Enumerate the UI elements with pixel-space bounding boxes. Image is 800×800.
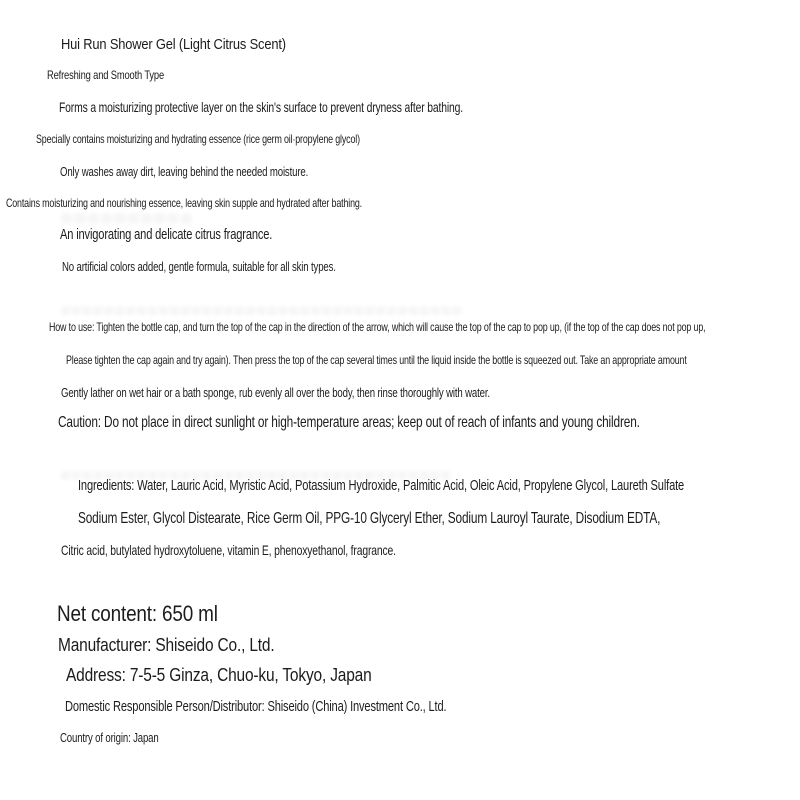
- feature-text: Contains moisturizing and nourishing essence, leaving skin supple and hydrated after bathing.: [6, 196, 362, 210]
- feature-text: An invigorating and delicate citrus fragrance.: [60, 226, 273, 243]
- caution-text: Caution: Do not place in direct sunlight or high-temperature areas; keep out of reach of infants and young children.: [58, 414, 640, 431]
- product-type: Refreshing and Smooth Type: [47, 68, 165, 82]
- distributor: Domestic Responsible Person/Distributor: Shiseido (China) Investment Co., Ltd.: [65, 698, 447, 715]
- usage-text: How to use: Tighten the bottle cap, and turn the top of the cap in the direction of the arrow, which will cause the top of the cap to pop up, (if the top of the cap does not pop up,: [49, 320, 706, 334]
- ingredients-text: Sodium Ester, Glycol Distearate, Rice Germ Oil, PPG-10 Glyceryl Ether, Sodium Lauroyl Taurate, Disodium EDTA,: [78, 510, 661, 527]
- product-title: Hui Run Shower Gel (Light Citrus Scent): [61, 36, 286, 53]
- manufacturer: Manufacturer: Shiseido Co., Ltd.: [58, 635, 275, 655]
- net-content: Net content: 650 ml: [57, 601, 218, 626]
- feature-text: Forms a moisturizing protective layer on the skin's surface to prevent dryness after bathing.: [59, 99, 463, 115]
- feature-text: Specially contains moisturizing and hydrating essence (rice germ oil·propylene glycol): [36, 132, 360, 146]
- ingredients-text: Citric acid, butylated hydroxytoluene, vitamin E, phenoxyethanol, fragrance.: [61, 542, 396, 558]
- feature-text: No artificial colors added, gentle formula, suitable for all skin types.: [62, 259, 336, 274]
- usage-text: Gently lather on wet hair or a bath sponge, rub evenly all over the body, then rinse thoroughly with water.: [61, 385, 490, 400]
- country-of-origin: Country of origin: Japan: [60, 730, 159, 745]
- ingredients-text: Ingredients: Water, Lauric Acid, Myristic Acid, Potassium Hydroxide, Palmitic Acid, Oleic Acid, Propylene Glycol, Laureth Sulfate: [78, 477, 685, 494]
- background-ghost-text: [60, 300, 462, 321]
- feature-text: Only washes away dirt, leaving behind the needed moisture.: [60, 164, 309, 179]
- address: Address: 7-5-5 Ginza, Chuo-ku, Tokyo, Japan: [66, 665, 372, 685]
- usage-text: Please tighten the cap again and try again). Then press the top of the cap several times until the liquid inside the bottle is squeezed out. Take an appropriate amount: [66, 353, 687, 367]
